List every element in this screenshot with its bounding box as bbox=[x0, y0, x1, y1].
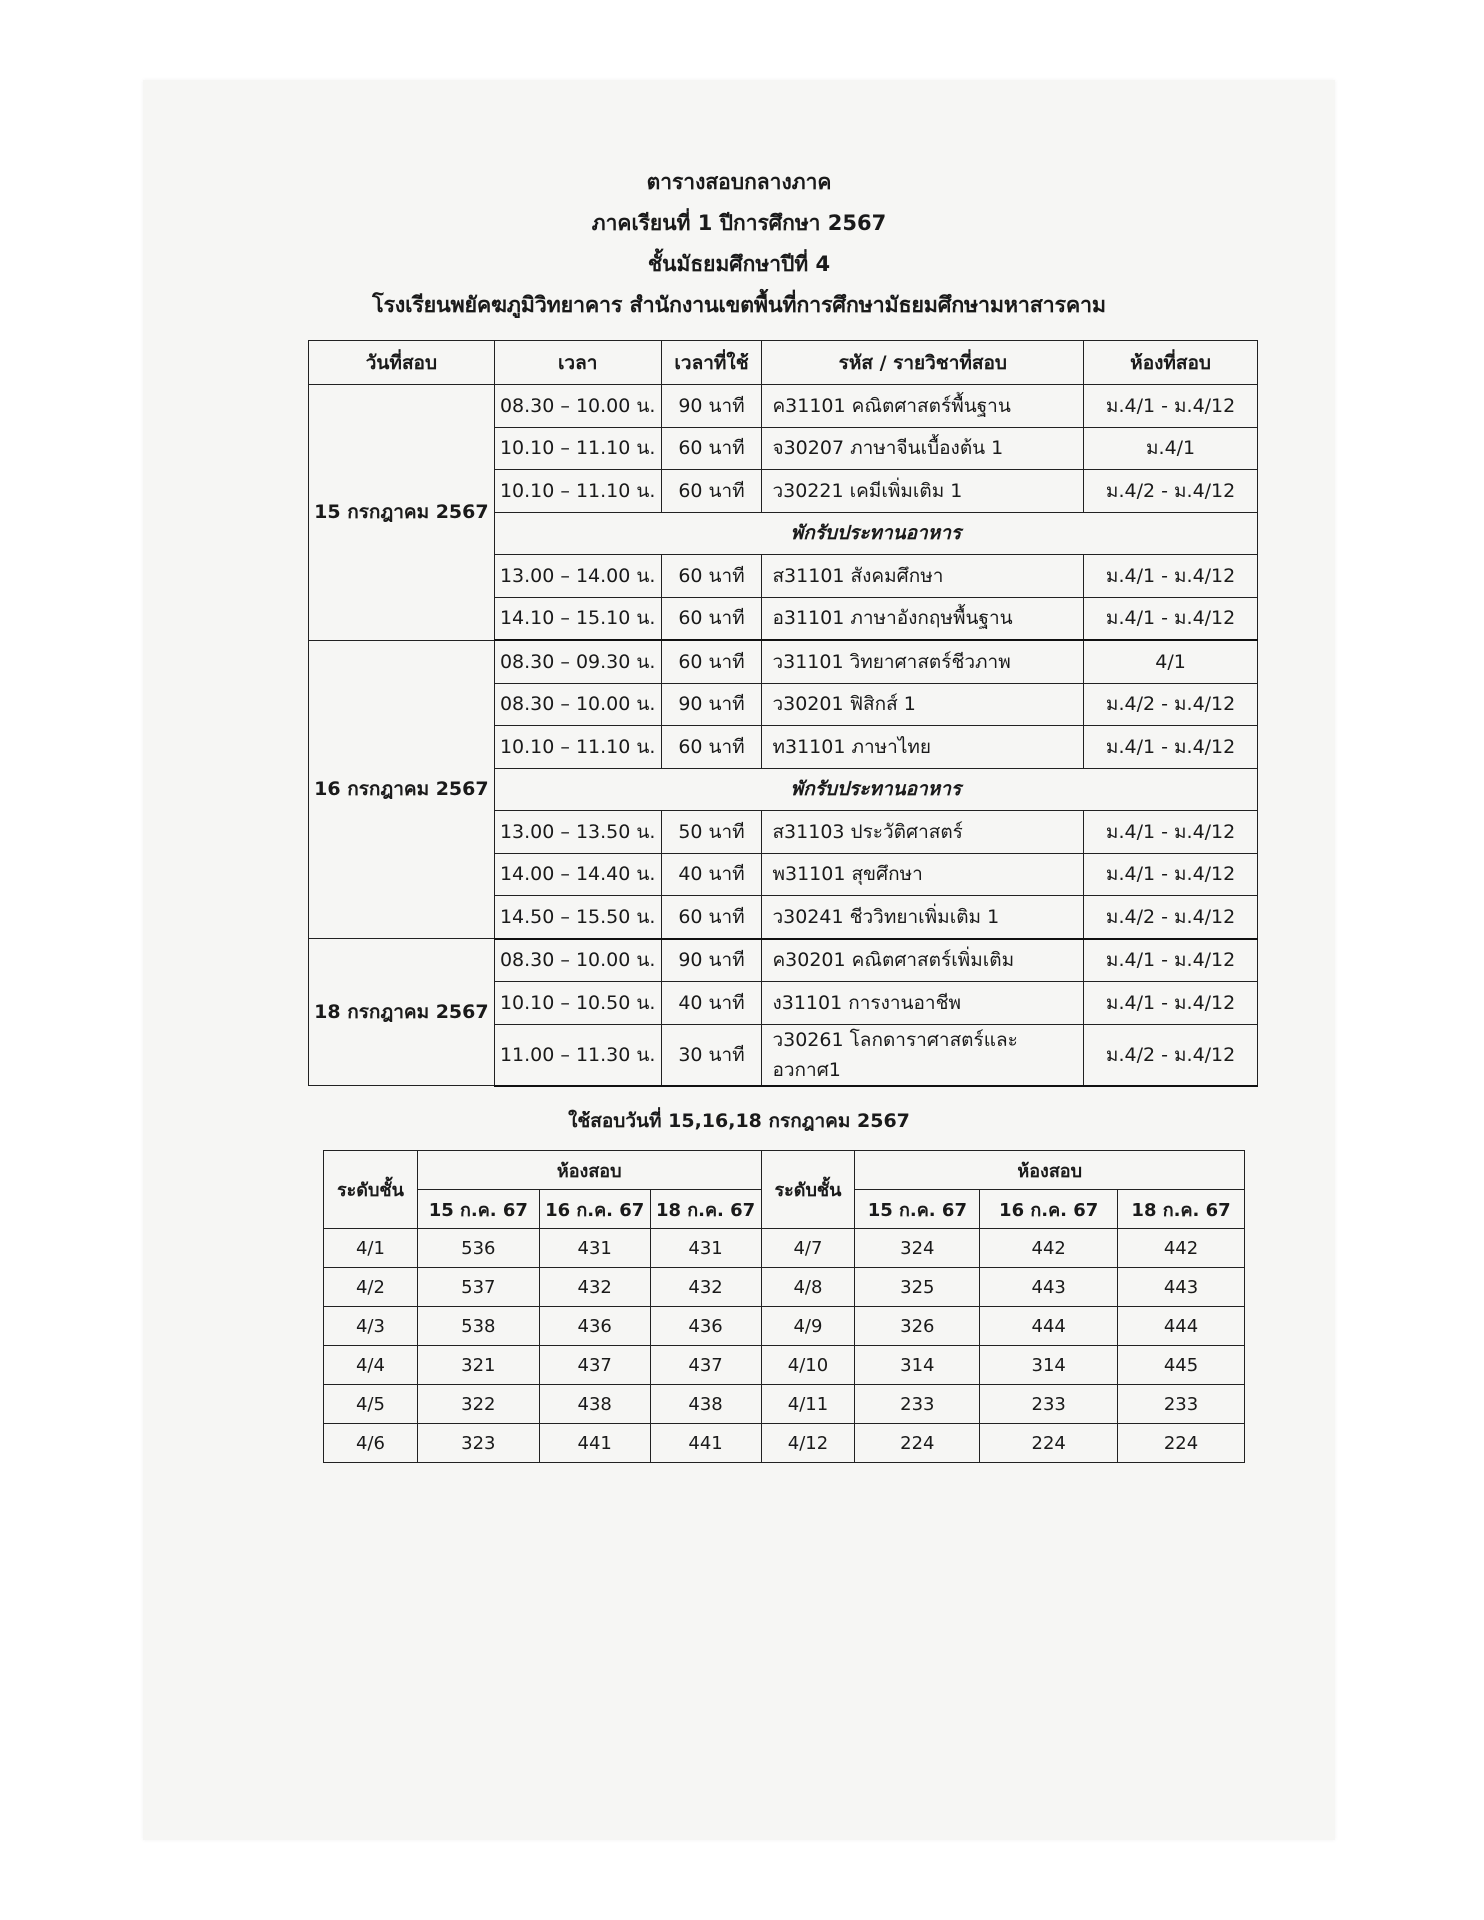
exam-time: 10.10 – 11.10 น. bbox=[494, 470, 661, 513]
exam-date: 18 กรกฎาคม 2567 bbox=[309, 939, 495, 1086]
room-number: 432 bbox=[650, 1268, 761, 1307]
exam-room-range: ม.4/2 - ม.4/12 bbox=[1084, 1024, 1258, 1086]
room-number: 432 bbox=[539, 1268, 650, 1307]
room-number: 224 bbox=[980, 1424, 1118, 1463]
exam-time: 08.30 – 10.00 น. bbox=[494, 385, 661, 428]
header-date-15: 15 ก.ค. 67 bbox=[855, 1190, 980, 1229]
room-number: 442 bbox=[1118, 1229, 1245, 1268]
exam-duration: 60 นาที bbox=[661, 896, 762, 939]
room-number: 322 bbox=[417, 1385, 539, 1424]
rooms-title: ใช้สอบวันที่ 15,16,18 กรกฎาคม 2567 bbox=[568, 1110, 910, 1132]
room-number: 321 bbox=[417, 1346, 539, 1385]
exam-room-range: ม.4/1 - ม.4/12 bbox=[1084, 811, 1258, 854]
exam-room-range: ม.4/1 - ม.4/12 bbox=[1084, 597, 1258, 640]
header-rooms-right: ห้องสอบ bbox=[855, 1151, 1245, 1190]
class-level: 4/4 bbox=[324, 1346, 418, 1385]
class-level: 4/3 bbox=[324, 1307, 418, 1346]
schedule-row bbox=[309, 385, 1258, 428]
title-semester: ภาคเรียนที่ 1 ปีการศึกษา 2567 bbox=[591, 211, 887, 235]
class-level: 4/11 bbox=[761, 1385, 855, 1424]
exam-subject: ว30241 ชีววิทยาเพิ่มเติม 1 bbox=[762, 896, 1084, 939]
exam-time: 08.30 – 09.30 น. bbox=[494, 640, 661, 683]
class-level: 4/10 bbox=[761, 1346, 855, 1385]
lunch-break-label: พักรับประทานอาหาร bbox=[494, 512, 1257, 555]
title-grade-level: ชั้นมัธยมศึกษาปีที่ 4 bbox=[647, 252, 831, 276]
title-school: โรงเรียนพยัคฆภูมิวิทยาคาร สำนักงานเขตพื้นที่การศึกษามัธยมศึกษามหาสารคาม bbox=[372, 293, 1106, 318]
rooms-row bbox=[324, 1229, 1245, 1268]
header-time: เวลา bbox=[494, 341, 661, 385]
exam-time: 10.10 – 10.50 น. bbox=[494, 982, 661, 1025]
exam-duration: 90 นาที bbox=[661, 939, 762, 982]
exam-duration: 60 นาที bbox=[661, 470, 762, 513]
exam-room-range: ม.4/1 - ม.4/12 bbox=[1084, 853, 1258, 896]
header-date-18: 18 ก.ค. 67 bbox=[1118, 1190, 1245, 1229]
exam-duration: 60 นาที bbox=[661, 555, 762, 598]
exam-subject: ท31101 ภาษาไทย bbox=[762, 726, 1084, 769]
exam-room-range: ม.4/1 - ม.4/12 bbox=[1084, 385, 1258, 428]
exam-duration: 60 นาที bbox=[661, 427, 762, 470]
class-level: 4/7 bbox=[761, 1229, 855, 1268]
exam-room-range: ม.4/1 - ม.4/12 bbox=[1084, 982, 1258, 1025]
room-number: 537 bbox=[417, 1268, 539, 1307]
room-number: 441 bbox=[650, 1424, 761, 1463]
schedule-row bbox=[309, 939, 1258, 982]
header-date-16: 16 ก.ค. 67 bbox=[980, 1190, 1118, 1229]
header-duration: เวลาที่ใช้ bbox=[661, 341, 762, 385]
exam-time: 11.00 – 11.30 น. bbox=[494, 1024, 661, 1086]
header-subject: รหัส / รายวิชาที่สอบ bbox=[762, 341, 1084, 385]
room-number: 323 bbox=[417, 1424, 539, 1463]
room-number: 431 bbox=[539, 1229, 650, 1268]
exam-time: 14.00 – 14.40 น. bbox=[494, 853, 661, 896]
exam-room-range: ม.4/1 - ม.4/12 bbox=[1084, 939, 1258, 982]
room-number: 436 bbox=[650, 1307, 761, 1346]
exam-time: 10.10 – 11.10 น. bbox=[494, 427, 661, 470]
room-number: 314 bbox=[980, 1346, 1118, 1385]
room-number: 233 bbox=[980, 1385, 1118, 1424]
header-exam-date: วันที่สอบ bbox=[309, 341, 495, 385]
exam-rooms-table bbox=[323, 1150, 1245, 1463]
exam-subject: ว30221 เคมีเพิ่มเติม 1 bbox=[762, 470, 1084, 513]
exam-subject: ค31101 คณิตศาสตร์พื้นฐาน bbox=[762, 385, 1084, 428]
room-number: 538 bbox=[417, 1307, 539, 1346]
rooms-row bbox=[324, 1268, 1245, 1307]
header-level-right: ระดับชั้น bbox=[761, 1151, 855, 1229]
room-number: 438 bbox=[539, 1385, 650, 1424]
exam-duration: 50 นาที bbox=[661, 811, 762, 854]
exam-duration: 30 นาที bbox=[661, 1024, 762, 1086]
room-number: 437 bbox=[539, 1346, 650, 1385]
room-number: 436 bbox=[539, 1307, 650, 1346]
header-date-15: 15 ก.ค. 67 bbox=[417, 1190, 539, 1229]
room-number: 444 bbox=[980, 1307, 1118, 1346]
exam-duration: 60 นาที bbox=[661, 726, 762, 769]
room-number: 445 bbox=[1118, 1346, 1245, 1385]
header-room: ห้องที่สอบ bbox=[1084, 341, 1258, 385]
room-number: 325 bbox=[855, 1268, 980, 1307]
exam-duration: 90 นาที bbox=[661, 385, 762, 428]
rooms-row bbox=[324, 1424, 1245, 1463]
exam-time: 14.50 – 15.50 น. bbox=[494, 896, 661, 939]
room-number: 224 bbox=[1118, 1424, 1245, 1463]
rooms-header-row-1 bbox=[324, 1151, 1245, 1190]
class-level: 4/5 bbox=[324, 1385, 418, 1424]
class-level: 4/1 bbox=[324, 1229, 418, 1268]
exam-room-range: ม.4/2 - ม.4/12 bbox=[1084, 896, 1258, 939]
room-number: 444 bbox=[1118, 1307, 1245, 1346]
exam-time: 13.00 – 13.50 น. bbox=[494, 811, 661, 854]
class-level: 4/2 bbox=[324, 1268, 418, 1307]
class-level: 4/6 bbox=[324, 1424, 418, 1463]
exam-room-range: 4/1 bbox=[1084, 640, 1258, 683]
room-number: 233 bbox=[855, 1385, 980, 1424]
exam-subject: ว30261 โลกดาราศาสตร์และอวกาศ1 bbox=[762, 1024, 1084, 1086]
class-level: 4/9 bbox=[761, 1307, 855, 1346]
exam-duration: 60 นาที bbox=[661, 640, 762, 683]
room-number: 438 bbox=[650, 1385, 761, 1424]
schedule-row bbox=[309, 640, 1258, 683]
rooms-row bbox=[324, 1346, 1245, 1385]
exam-time: 10.10 – 11.10 น. bbox=[494, 726, 661, 769]
room-number: 224 bbox=[855, 1424, 980, 1463]
title-exam-schedule: ตารางสอบกลางภาค bbox=[646, 170, 832, 194]
lunch-break-label: พักรับประทานอาหาร bbox=[494, 768, 1257, 811]
exam-duration: 60 นาที bbox=[661, 597, 762, 640]
exam-subject: อ31101 ภาษาอังกฤษพื้นฐาน bbox=[762, 597, 1084, 640]
rooms-row bbox=[324, 1385, 1245, 1424]
header-date-16: 16 ก.ค. 67 bbox=[539, 1190, 650, 1229]
exam-subject: ส31103 ประวัติศาสตร์ bbox=[762, 811, 1084, 854]
exam-room-range: ม.4/2 - ม.4/12 bbox=[1084, 470, 1258, 513]
schedule-header-row bbox=[309, 341, 1258, 385]
exam-room-range: ม.4/1 - ม.4/12 bbox=[1084, 555, 1258, 598]
exam-subject: จ30207 ภาษาจีนเบื้องต้น 1 bbox=[762, 427, 1084, 470]
exam-time: 08.30 – 10.00 น. bbox=[494, 939, 661, 982]
exam-subject: พ31101 สุขศึกษา bbox=[762, 853, 1084, 896]
room-number: 442 bbox=[980, 1229, 1118, 1268]
exam-duration: 40 นาที bbox=[661, 853, 762, 896]
class-level: 4/8 bbox=[761, 1268, 855, 1307]
exam-duration: 40 นาที bbox=[661, 982, 762, 1025]
exam-room-range: ม.4/2 - ม.4/12 bbox=[1084, 683, 1258, 726]
header-level-left: ระดับชั้น bbox=[324, 1151, 418, 1229]
exam-schedule-table bbox=[308, 340, 1258, 1087]
exam-duration: 90 นาที bbox=[661, 683, 762, 726]
exam-date: 15 กรกฎาคม 2567 bbox=[309, 385, 495, 641]
exam-subject: ว31101 วิทยาศาสตร์ชีวภาพ bbox=[762, 640, 1084, 683]
room-number: 443 bbox=[1118, 1268, 1245, 1307]
room-number: 324 bbox=[855, 1229, 980, 1268]
exam-time: 13.00 – 14.00 น. bbox=[494, 555, 661, 598]
header-rooms-left: ห้องสอบ bbox=[417, 1151, 761, 1190]
room-number: 443 bbox=[980, 1268, 1118, 1307]
exam-time: 08.30 – 10.00 น. bbox=[494, 683, 661, 726]
exam-time: 14.10 – 15.10 น. bbox=[494, 597, 661, 640]
room-number: 233 bbox=[1118, 1385, 1245, 1424]
document-header bbox=[143, 162, 1335, 326]
exam-subject: ง31101 การงานอาชีพ bbox=[762, 982, 1084, 1025]
class-level: 4/12 bbox=[761, 1424, 855, 1463]
exam-room-range: ม.4/1 bbox=[1084, 427, 1258, 470]
room-number: 326 bbox=[855, 1307, 980, 1346]
rooms-row bbox=[324, 1307, 1245, 1346]
exam-date: 16 กรกฎาคม 2567 bbox=[309, 640, 495, 939]
header-date-18: 18 ก.ค. 67 bbox=[650, 1190, 761, 1229]
room-number: 536 bbox=[417, 1229, 539, 1268]
exam-subject: ค30201 คณิตศาสตร์เพิ่มเติม bbox=[762, 939, 1084, 982]
exam-subject: ว30201 ฟิสิกส์ 1 bbox=[762, 683, 1084, 726]
exam-subject: ส31101 สังคมศึกษา bbox=[762, 555, 1084, 598]
room-number: 437 bbox=[650, 1346, 761, 1385]
exam-room-range: ม.4/1 - ม.4/12 bbox=[1084, 726, 1258, 769]
room-number: 431 bbox=[650, 1229, 761, 1268]
room-number: 314 bbox=[855, 1346, 980, 1385]
room-number: 441 bbox=[539, 1424, 650, 1463]
